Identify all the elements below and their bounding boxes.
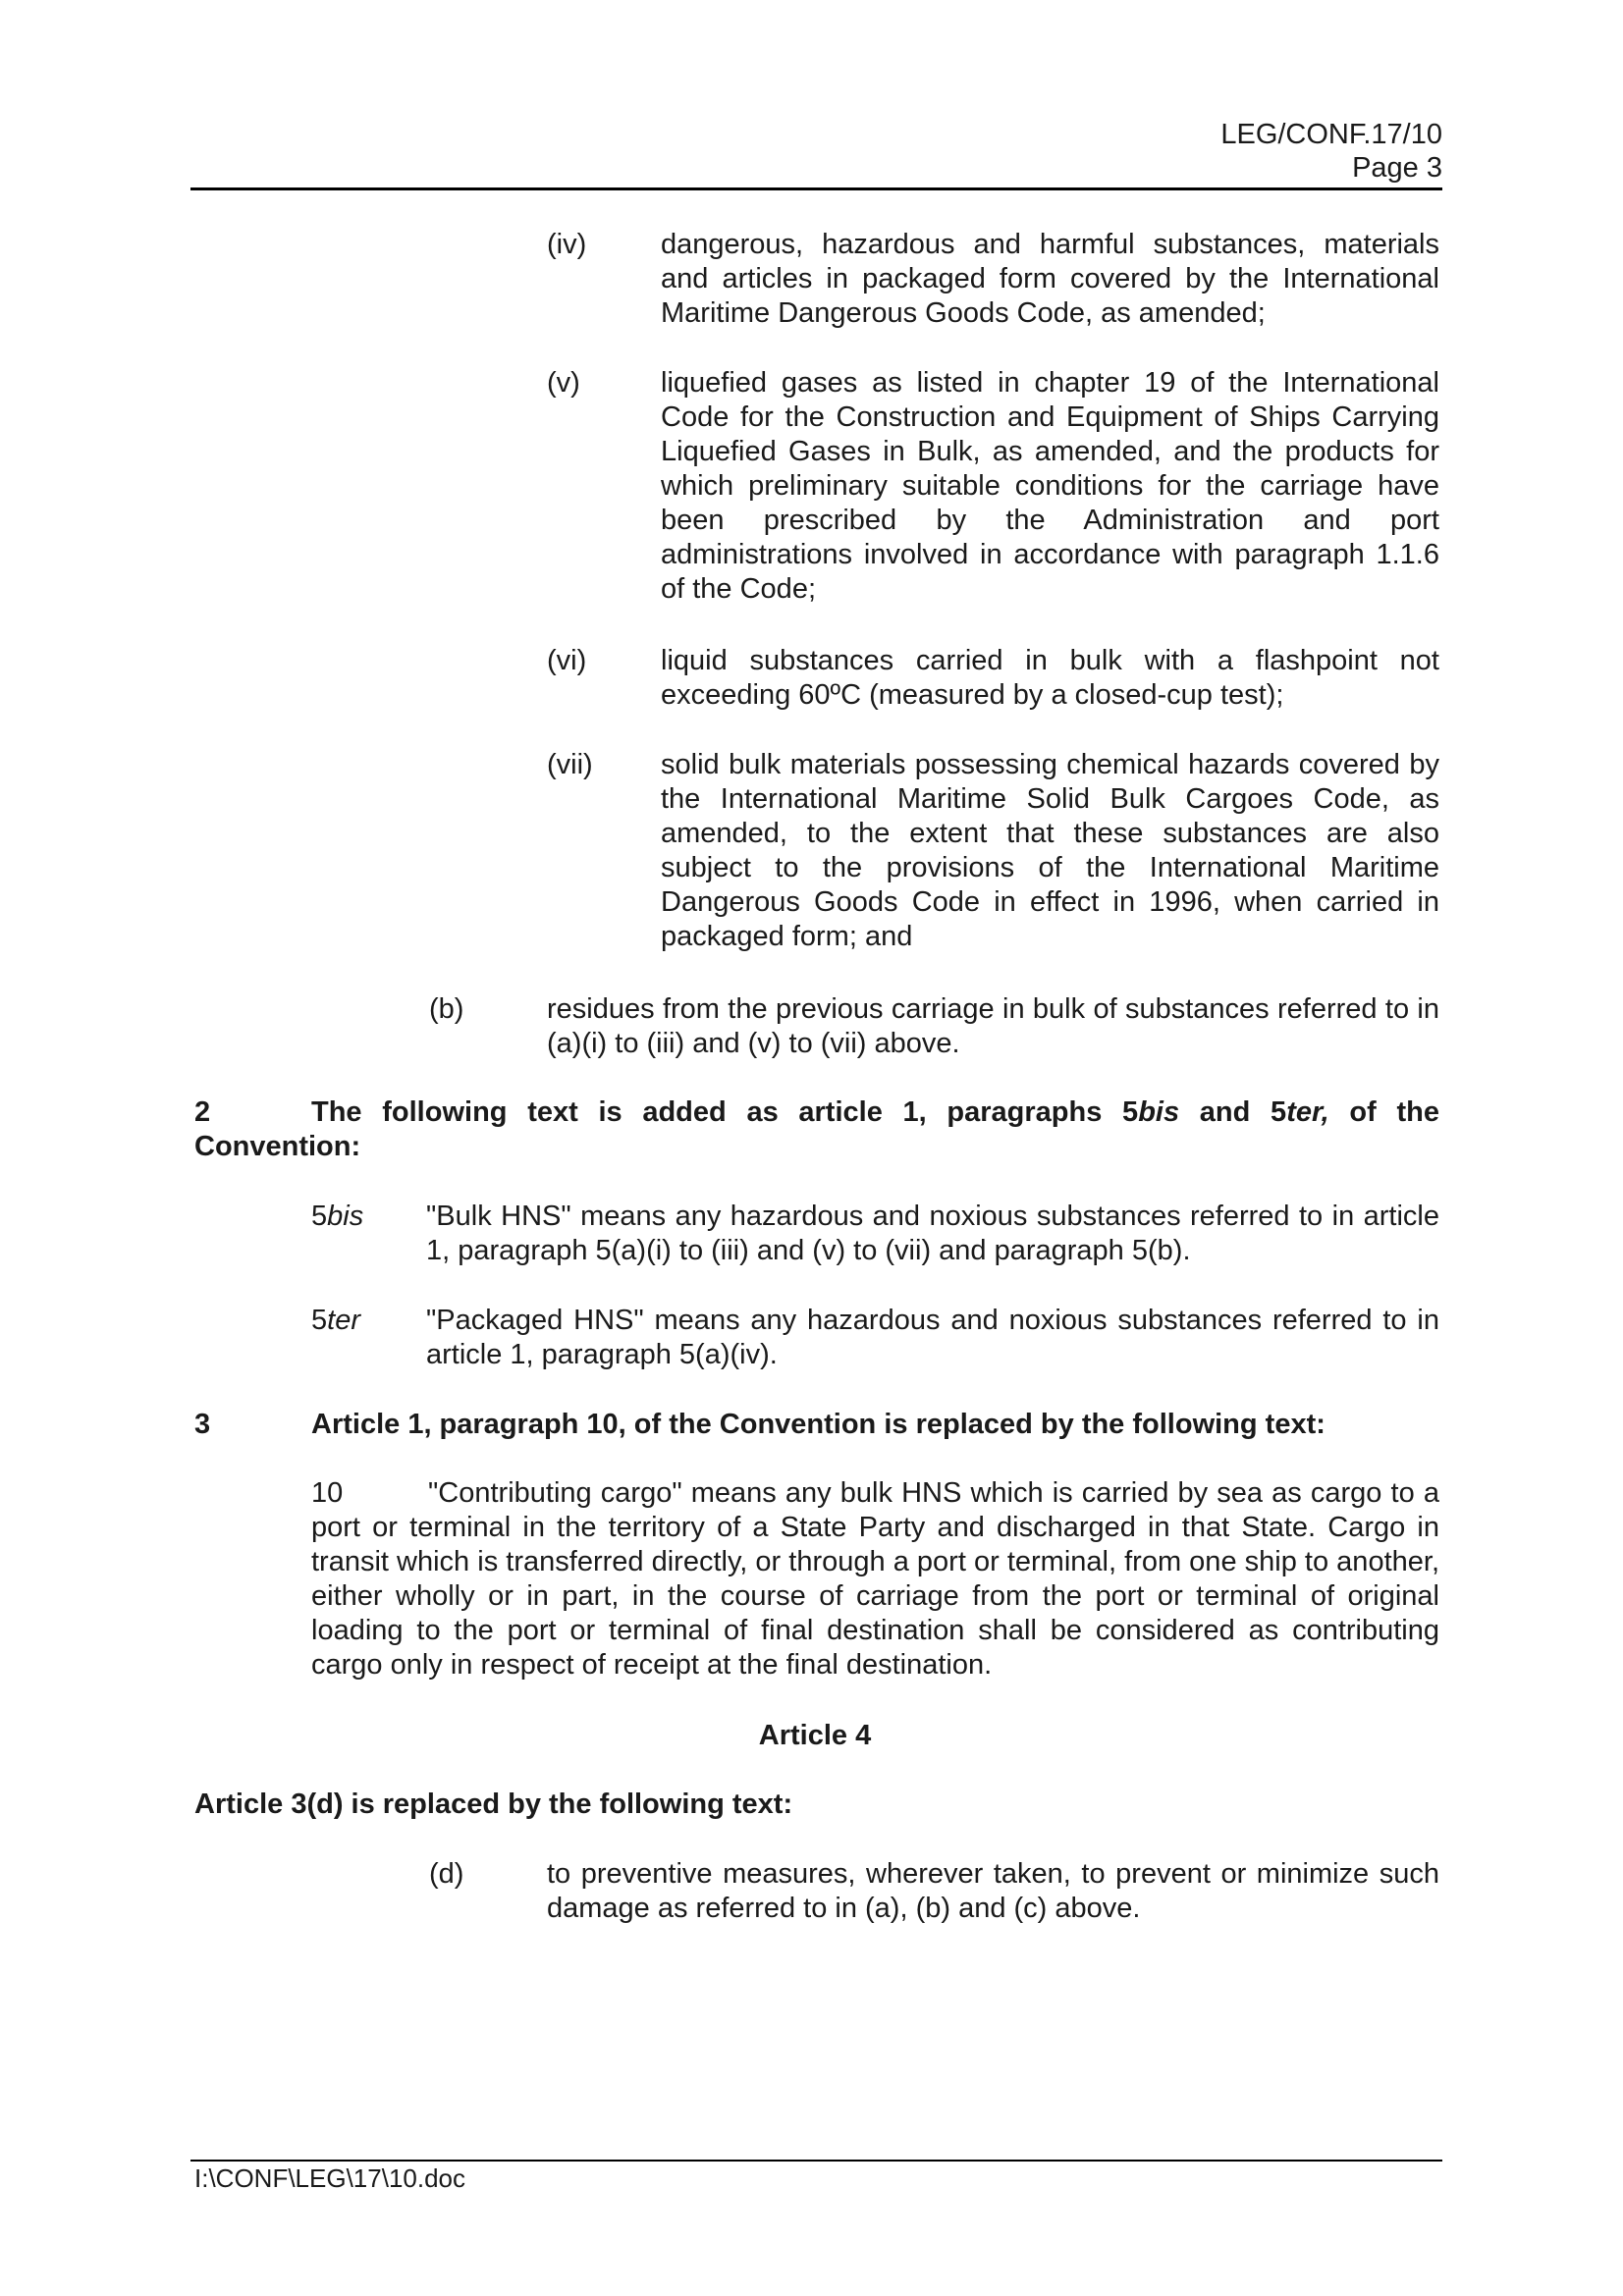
page-header <box>1220 118 1442 185</box>
item-label-b: (b) <box>429 993 464 1025</box>
definition-label-5bis: 5bis <box>311 1201 364 1232</box>
item-text-vi: liquid substances carried in bulk with a flashpoint not exceeding 60ºC (measured by a closed-cup test); <box>661 645 1439 711</box>
page-number: Page 3 <box>1352 152 1442 184</box>
definition-label-5ter: 5ter <box>311 1305 360 1336</box>
paragraph-10-text: "Contributing cargo" means any bulk HNS which is carried by sea as cargo to a port or terminal in the territory of a State Party and discharged in that State. Cargo in transit which is transferred directly, or through a port or terminal, from one ship to another, either wholly or in part, in the course of carriage from the port or terminal of original loading to the port or terminal of final destination shall be considered as contributing cargo only in respect of receipt at the final destination. <box>311 1477 1439 1681</box>
item-label-iv: (iv) <box>547 229 587 260</box>
item-label-vi: (vi) <box>547 645 587 676</box>
item-text-d: to preventive measures, wherever taken, to prevent or minimize such damage as referred to in (a), (b) and (c) above. <box>547 1858 1439 1924</box>
footer-rule <box>190 2160 1442 2162</box>
document-reference: LEG/CONF.17/10 <box>1220 119 1442 150</box>
section-3-heading: Article 1, paragraph 10, of the Convention is replaced by the following text: <box>311 1409 1325 1440</box>
definition-text-5bis: "Bulk HNS" means any hazardous and noxious substances referred to in article 1, paragraph 5(a)(i) to (iii) and (v) to (vii) and paragraph 5(b). <box>426 1201 1439 1266</box>
item-text-vii: solid bulk materials possessing chemical hazards covered by the International Maritime Solid Bulk Cargoes Code, as amended, to the extent that these substances are also subject to the provisions of the International Maritime Dangerous Goods Code in effect in 1996, when carried in packaged form; and <box>661 749 1439 952</box>
section-2-number: 2 <box>194 1096 211 1128</box>
footer-file-path: I:\CONF\LEG\17\10.doc <box>194 2163 466 2193</box>
definition-text-5ter: "Packaged HNS" means any hazardous and noxious substances referred to in article 1, paragraph 5(a)(iv). <box>426 1305 1439 1370</box>
item-text-v: liquefied gases as listed in chapter 19 of the International Code for the Construction and Equipment of Ships Carrying Liquefied Gases in Bulk, as amended, and the products for which preliminary suitable conditions for the carriage have been prescribed by the Administration and port administrations involved in accordance with paragraph 1.1.6 of the Code; <box>661 367 1439 605</box>
section-2-heading: The following text is added as article 1, paragraphs 5bis and 5ter, of the Convention: <box>194 1096 1439 1162</box>
item-label-v: (v) <box>547 367 580 399</box>
item-label-d: (d) <box>429 1858 464 1890</box>
section-3-number: 3 <box>194 1409 211 1440</box>
item-text-iv: dangerous, hazardous and harmful substances, materials and articles in packaged form covered by the International Maritime Dangerous Goods Code, as amended; <box>661 229 1439 329</box>
paragraph-10 <box>311 1476 1439 1682</box>
article-4-title: Article 4 <box>758 1720 872 1751</box>
item-text-b: residues from the previous carriage in bulk of substances referred to in (a)(i) to (iii) and (v) to (vii) above. <box>547 993 1439 1059</box>
item-label-vii: (vii) <box>547 749 593 780</box>
article-4-heading: Article 3(d) is replaced by the following text: <box>194 1789 793 1820</box>
header-rule <box>190 187 1442 190</box>
paragraph-10-number: 10 <box>311 1477 344 1509</box>
